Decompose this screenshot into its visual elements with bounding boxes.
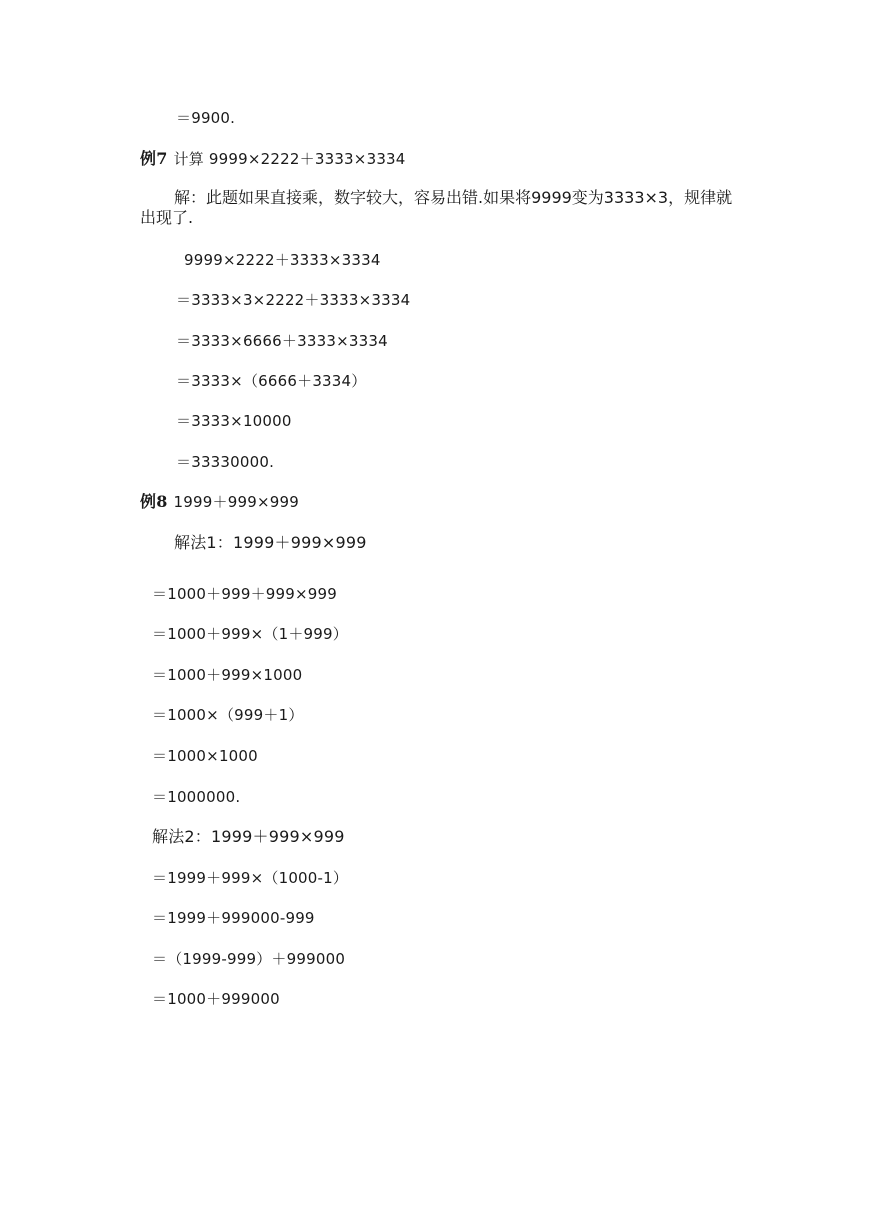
method-2-step-4: ＝1000＋999000 [152,990,280,1008]
method-1-step-3: ＝1000＋999×1000 [152,666,303,684]
result-line-top: ＝9900. [176,109,236,127]
example-7-step-3: ＝3333×6666＋3333×3334 [176,332,388,350]
method-2-heading: 解法2：1999＋999×999 [152,827,345,846]
example-7-step-4: ＝3333×（6666＋3334） [176,372,367,390]
example-7-explanation: 解：此题如果直接乘，数字较大，容易出错.如果将9999变为3333×3，规律就出现了. [140,188,733,227]
example-8-label: 例8 [140,492,168,511]
example-7-label: 例7 [140,149,168,168]
method-1-step-1: ＝1000＋999＋999×999 [152,585,338,603]
example-7-title: 计算 9999×2222＋3333×3334 [173,150,406,168]
example-7-heading [140,149,406,169]
method-1-step-4: ＝1000×（999＋1） [152,706,304,724]
method-2-step-3: ＝（1999-999）＋999000 [152,950,346,968]
example-8-heading [140,492,299,512]
method-1-heading: 解法1：1999＋999×999 [174,533,367,552]
example-7-step-6: ＝33330000. [176,453,275,471]
example-7-step-2: ＝3333×3×2222＋3333×3334 [176,291,411,309]
method-2-step-2: ＝1999＋999000-999 [152,909,315,927]
method-2-step-1: ＝1999＋999×（1000-1） [152,869,349,887]
example-8-title: 1999＋999×999 [173,493,299,511]
method-1-step-6: ＝1000000. [152,788,241,806]
example-7-step-5: ＝3333×10000 [176,412,292,430]
method-1-step-5: ＝1000×1000 [152,747,258,765]
example-7-step-1: 9999×2222＋3333×3334 [184,251,381,269]
method-1-step-2: ＝1000＋999×（1＋999） [152,625,348,643]
